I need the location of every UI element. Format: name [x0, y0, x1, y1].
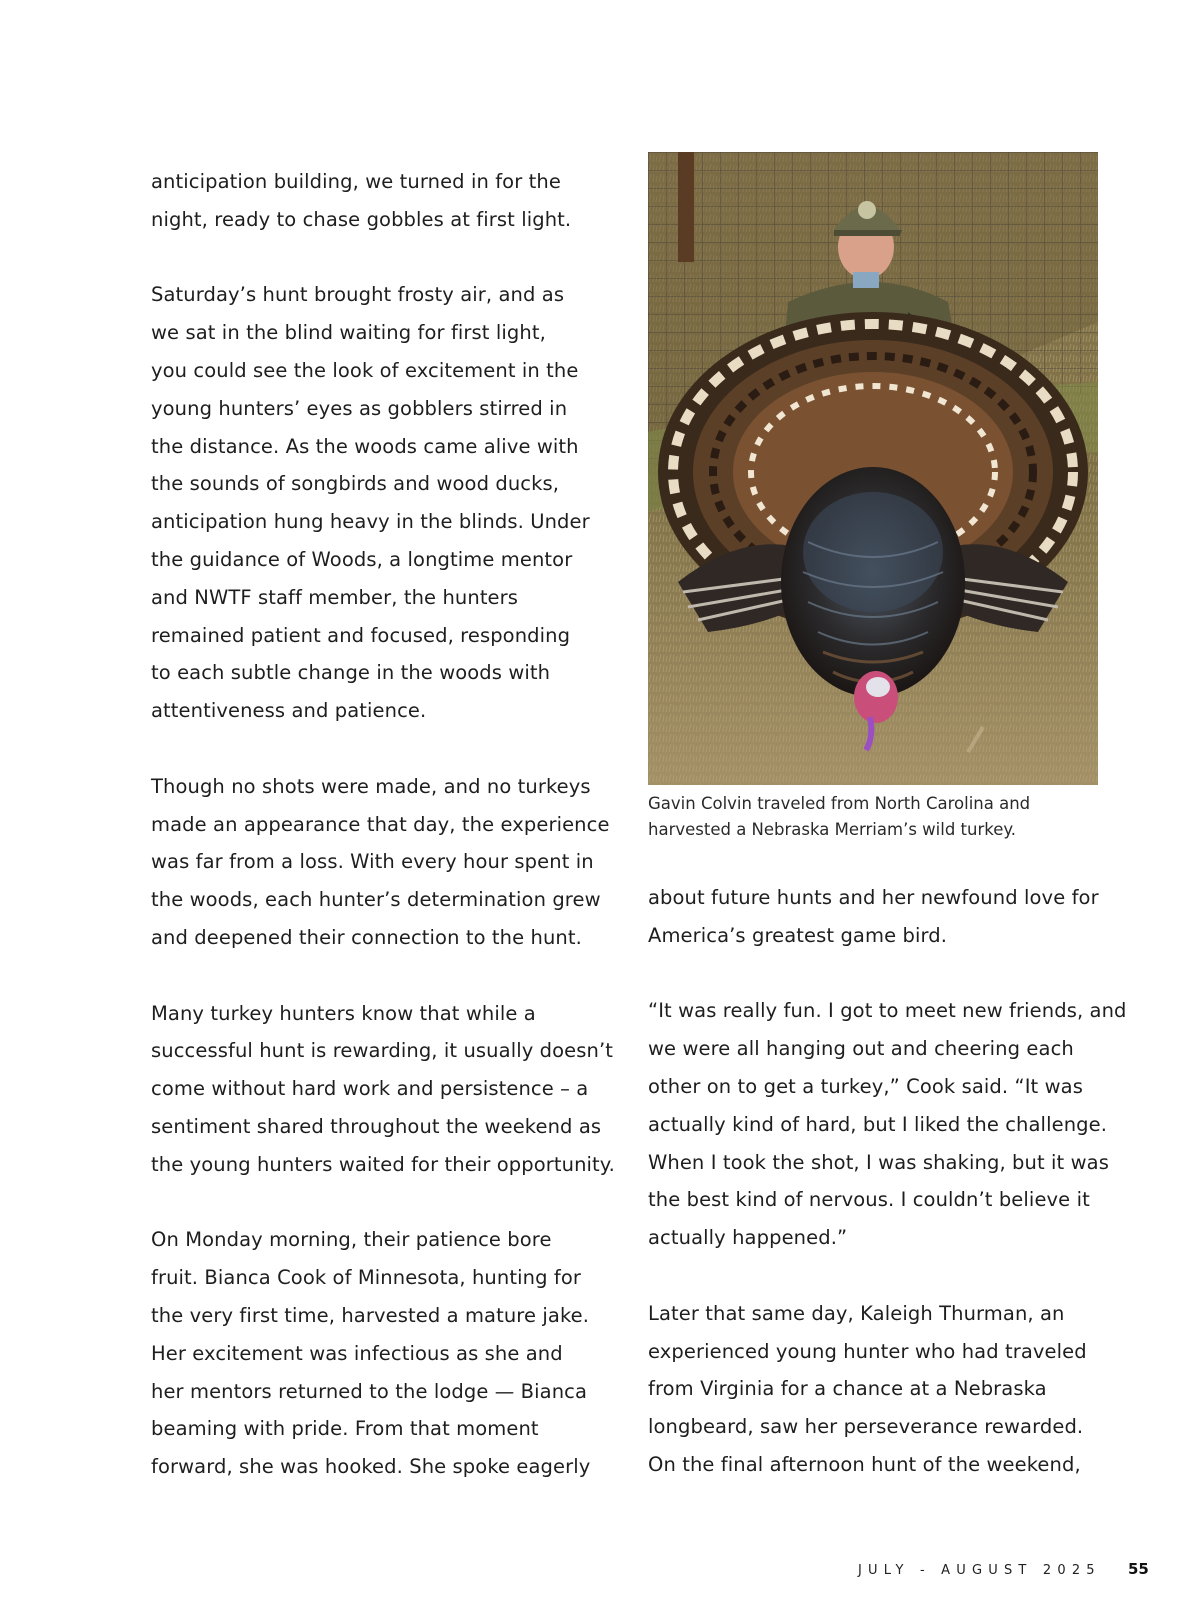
caption-line: Gavin Colvin traveled from North Carolina and [648, 794, 1031, 813]
text-line: forward, she was hooked. She spoke eagerly [151, 1455, 591, 1479]
text-line: On Monday morning, their patience bore [151, 1228, 552, 1252]
text-line: was far from a loss. With every hour spent in [151, 850, 594, 874]
text-line: actually happened.” [648, 1226, 848, 1250]
paragraph [648, 992, 1127, 1257]
text-line: other on to get a turkey,” Cook said. “It was [648, 1074, 1083, 1098]
text-line: experienced young hunter who had traveled [648, 1339, 1087, 1363]
text-line: Saturday’s hunt brought frosty air, and as [151, 283, 565, 307]
text-line: On the final afternoon hunt of the weekend, [648, 1452, 1081, 1476]
text-line: made an appearance that day, the experience [151, 812, 610, 836]
text-line: we sat in the blind waiting for first light, [151, 321, 546, 345]
text-line: the young hunters waited for their opportunity. [151, 1152, 615, 1176]
page-number: 55 [1128, 1560, 1149, 1578]
text-line: and deepened their connection to the hunt. [151, 925, 582, 949]
turkey-hunt-photo [648, 152, 1098, 785]
text-line: beaming with pride. From that moment [151, 1417, 539, 1441]
article-left-column [151, 163, 615, 1486]
paragraph [648, 1295, 1108, 1484]
text-line: actually kind of hard, but I liked the challenge. [648, 1112, 1108, 1136]
paragraph [151, 995, 615, 1184]
text-line: Her excitement was infectious as she and [151, 1341, 563, 1365]
text-line: sentiment shared throughout the weekend as [151, 1114, 602, 1138]
text-line: anticipation hung heavy in the blinds. Under [151, 510, 590, 534]
text-line: attentiveness and patience. [151, 699, 427, 723]
caption-line: harvested a Nebraska Merriam’s wild turkey. [648, 819, 1017, 839]
text-line: the guidance of Woods, a longtime mentor [151, 547, 573, 571]
article-right-column [648, 879, 1127, 1484]
text-line: the distance. As the woods came alive with [151, 434, 579, 458]
text-line: the sounds of songbirds and wood ducks, [151, 472, 560, 496]
text-line: longbeard, saw her perseverance rewarded. [648, 1415, 1084, 1439]
text-line: remained patient and focused, responding [151, 623, 571, 647]
text-line: about future hunts and her newfound love for [648, 886, 1099, 909]
text-line: Many turkey hunters know that while a [151, 1001, 536, 1025]
text-line: you could see the look of excitement in the [151, 358, 579, 382]
paragraph [151, 768, 610, 957]
paragraph [648, 879, 1108, 955]
text-line: “It was really fun. I got to meet new friends, and [648, 999, 1127, 1023]
text-line: the very first time, harvested a mature jake. [151, 1303, 590, 1327]
text-line: anticipation building, we turned in for the [151, 170, 561, 193]
paragraph [151, 1221, 601, 1486]
text-line: Later that same day, Kaleigh Thurman, an [648, 1301, 1065, 1325]
text-line: night, ready to chase gobbles at first light. [151, 207, 572, 231]
photo-caption [648, 791, 1108, 842]
paragraph [151, 276, 601, 730]
text-line: fruit. Bianca Cook of Minnesota, hunting for [151, 1266, 581, 1290]
issue-date: JULY - AUGUST 2025 [858, 1563, 1101, 1578]
text-line: Though no shots were made, and no turkeys [151, 774, 591, 798]
text-line: and NWTF staff member, the hunters [151, 585, 519, 609]
text-line: the woods, each hunter’s determination grew [151, 888, 601, 912]
text-line: we were all hanging out and cheering each [648, 1037, 1074, 1061]
text-line: her mentors returned to the lodge — Bianca [151, 1379, 588, 1403]
text-line: successful hunt is rewarding, it usually doesn’t [151, 1039, 614, 1063]
text-line: the best kind of nervous. I couldn’t believe it [648, 1188, 1090, 1212]
text-line: young hunters’ eyes as gobblers stirred in [151, 396, 568, 420]
text-line: come without hard work and persistence – a [151, 1077, 589, 1101]
text-line: from Virginia for a chance at a Nebraska [648, 1377, 1047, 1401]
text-line: When I took the shot, I was shaking, but it was [648, 1150, 1109, 1174]
text-line: to each subtle change in the woods with [151, 661, 551, 685]
text-line: America’s greatest game bird. [648, 923, 948, 947]
paragraph [151, 163, 601, 239]
